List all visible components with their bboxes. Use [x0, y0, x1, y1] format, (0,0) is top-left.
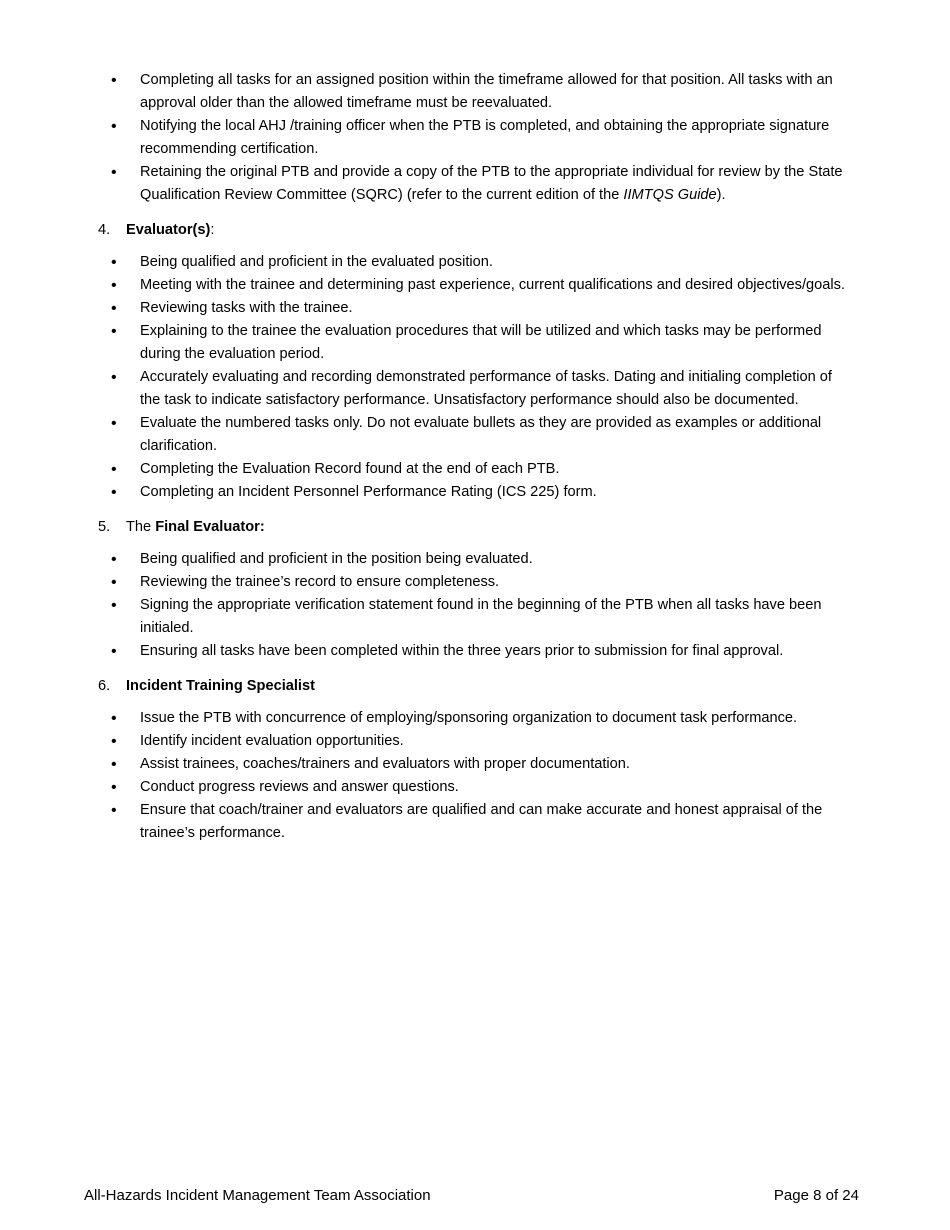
list-item: • Conduct progress reviews and answer questions.	[98, 776, 850, 799]
list-item: • Accurately evaluating and recording demonstrated performance of tasks. Dating and initialing completion of the task to indicate satisfactory performance. Unsatisfactory performance should also be documented.	[98, 366, 850, 412]
page-content	[98, 69, 850, 845]
guide-title: IIMTQS Guide	[623, 187, 717, 203]
evaluator-bullet-list	[98, 251, 850, 504]
list-item: • Ensuring all tasks have been completed within the three years prior to submission for final approval.	[98, 640, 850, 663]
section-title: Final Evaluator:	[155, 519, 265, 535]
section-number: 5.	[98, 519, 111, 535]
section-number: 4.	[98, 222, 111, 238]
section-prefix: The	[126, 519, 156, 535]
list-item: • Assist trainees, coaches/trainers and evaluators with proper documentation.	[98, 753, 850, 776]
section-heading-evaluators	[98, 219, 850, 242]
section-title: Evaluator(s)	[126, 222, 211, 238]
footer-page-number: Page 8 of 24	[773, 1187, 859, 1204]
section-number: 6.	[98, 678, 111, 694]
final-evaluator-bullet-list	[98, 548, 850, 663]
retain-text: Retaining the original PTB and provide a copy of the PTB to the appropriate individual for review by the State Qualification Review Committee (SQRC) (refer to the current edition of the	[140, 164, 843, 203]
list-item: • Meeting with the trainee and determining past experience, current qualifications and desired objectives/goals.	[98, 274, 850, 297]
list-item: • Being qualified and proficient in the position being evaluated.	[98, 548, 850, 571]
list-item: • Completing an Incident Personnel Performance Rating (ICS 225) form.	[98, 481, 850, 504]
section-heading-training-specialist	[98, 675, 850, 698]
list-item: • Completing the Evaluation Record found at the end of each PTB.	[98, 458, 850, 481]
intro-bullet-list	[98, 69, 850, 207]
list-item: • Explaining to the trainee the evaluation procedures that will be utilized and which tasks may be performed during the evaluation period.	[98, 320, 850, 366]
footer-organization: All-Hazards Incident Management Team Association	[84, 1187, 431, 1204]
list-item: • Notifying the local AHJ /training officer when the PTB is completed, and obtaining the appropriate signature recommending certification.	[98, 115, 850, 161]
list-item: • Ensure that coach/trainer and evaluators are qualified and can make accurate and honest appraisal of the trainee’s performance.	[98, 799, 850, 845]
list-item: • Issue the PTB with concurrence of employing/sponsoring organization to document task performance.	[98, 707, 850, 730]
list-item: • Reviewing tasks with the trainee.	[98, 297, 850, 320]
section-heading-final-evaluator	[98, 516, 850, 539]
list-item: • Being qualified and proficient in the evaluated position.	[98, 251, 850, 274]
list-item	[98, 161, 850, 207]
training-specialist-bullet-list	[98, 707, 850, 845]
section-title: Incident Training Specialist	[126, 678, 315, 694]
list-item: • Completing all tasks for an assigned position within the timeframe allowed for that position. All tasks with an approval older than the allowed timeframe must be reevaluated.	[98, 69, 850, 115]
section-suffix: :	[210, 222, 215, 238]
list-item: • Signing the appropriate verification statement found in the beginning of the PTB when all tasks have been initialed.	[98, 594, 850, 640]
list-item: • Evaluate the numbered tasks only. Do not evaluate bullets as they are provided as examples or additional clarification.	[98, 412, 850, 458]
retain-end: ).	[716, 187, 726, 203]
list-item: • Reviewing the trainee’s record to ensure completeness.	[98, 571, 850, 594]
list-item: • Identify incident evaluation opportunities.	[98, 730, 850, 753]
